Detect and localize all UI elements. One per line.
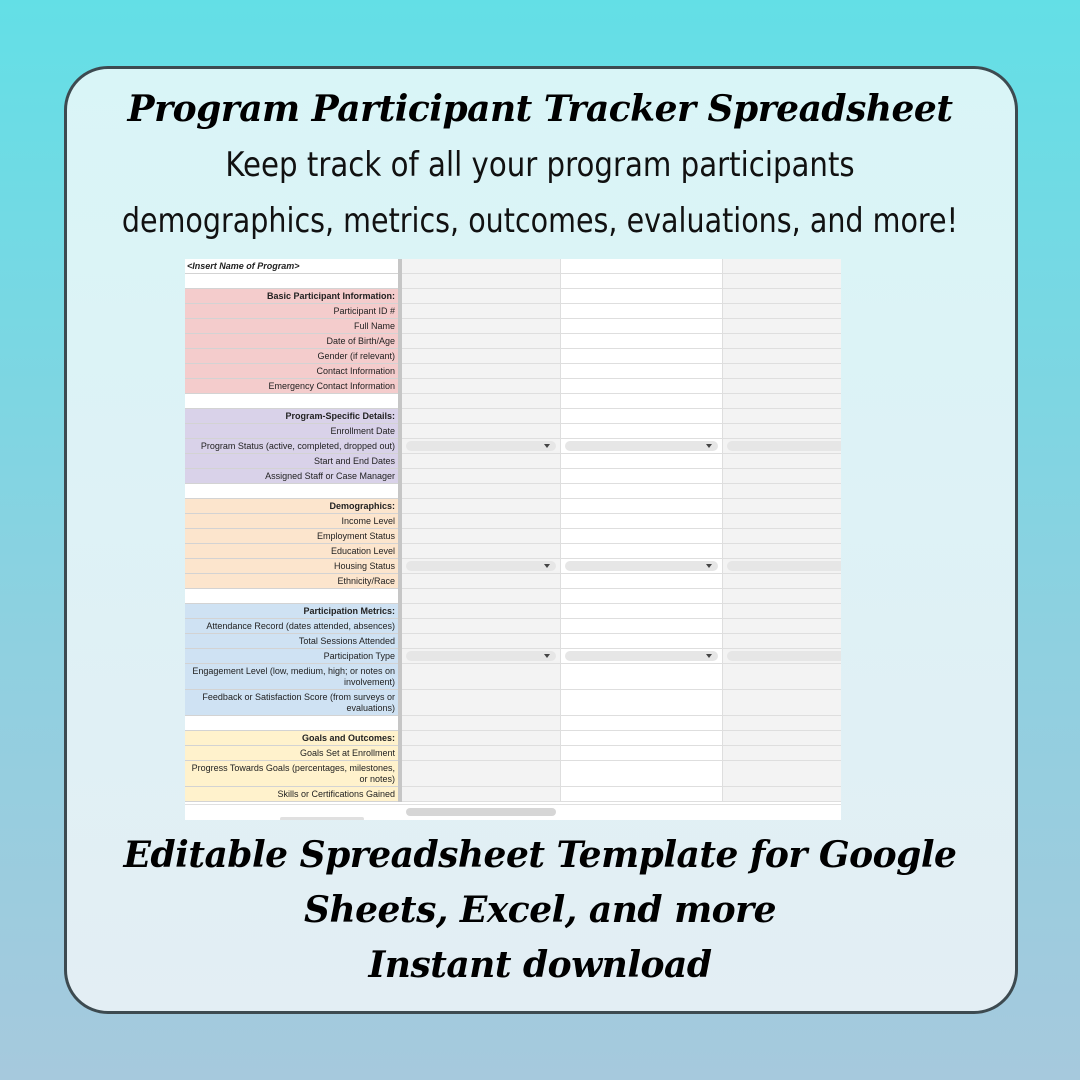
row-label-cell[interactable]: Housing Status — [185, 559, 398, 574]
data-cell[interactable] — [723, 484, 841, 499]
data-cell[interactable] — [402, 394, 561, 409]
data-cell[interactable] — [723, 529, 841, 544]
table-row — [185, 304, 841, 319]
table-row — [185, 664, 841, 690]
data-cell[interactable] — [402, 649, 561, 664]
row-label-cell[interactable]: Goals Set at Enrollment — [185, 746, 398, 761]
data-cell[interactable] — [402, 319, 561, 334]
data-cell[interactable] — [723, 787, 841, 802]
row-label-cell[interactable]: Enrollment Date — [185, 424, 398, 439]
data-cell[interactable] — [561, 274, 723, 289]
dropdown-chip[interactable] — [727, 561, 841, 571]
table-row — [185, 334, 841, 349]
data-cell[interactable] — [723, 409, 841, 424]
data-cell[interactable] — [402, 731, 561, 746]
data-cell[interactable] — [561, 664, 723, 690]
subtitle-line-1: Keep track of all your program participants — [225, 145, 855, 185]
footer-line-1: Editable Spreadsheet Template for Google — [123, 834, 957, 876]
data-cell[interactable] — [723, 259, 841, 274]
table-row — [185, 319, 841, 334]
data-cell[interactable] — [561, 319, 723, 334]
data-cell[interactable] — [402, 289, 561, 304]
dropdown-arrow-icon[interactable] — [544, 654, 550, 658]
row-label-cell[interactable]: Program Status (active, completed, dropped out) — [185, 439, 398, 454]
data-cell[interactable] — [402, 787, 561, 802]
data-cell[interactable] — [723, 379, 841, 394]
data-cell[interactable] — [723, 349, 841, 364]
data-cell[interactable] — [723, 499, 841, 514]
data-cell[interactable] — [561, 634, 723, 649]
data-cell[interactable] — [402, 409, 561, 424]
data-cell[interactable] — [561, 731, 723, 746]
data-cell[interactable] — [561, 499, 723, 514]
table-row — [185, 379, 841, 394]
data-cell[interactable] — [561, 304, 723, 319]
subtitle-line-2: demographics, metrics, outcomes, evaluations, and more! — [121, 201, 959, 241]
data-cell[interactable] — [402, 499, 561, 514]
data-cell[interactable] — [723, 289, 841, 304]
data-cell[interactable] — [402, 439, 561, 454]
data-cell[interactable] — [561, 439, 723, 454]
data-cell[interactable] — [561, 574, 723, 589]
spreadsheet-preview — [185, 259, 841, 820]
data-cell[interactable] — [561, 544, 723, 559]
dropdown-chip[interactable] — [727, 441, 841, 451]
row-label-cell[interactable]: Participant ID # — [185, 304, 398, 319]
data-cell[interactable] — [723, 304, 841, 319]
section-header-cell[interactable]: Demographics: — [185, 499, 398, 514]
data-cell[interactable] — [561, 289, 723, 304]
table-row — [185, 529, 841, 544]
table-row — [185, 574, 841, 589]
section-header-cell[interactable]: Participation Metrics: — [185, 604, 398, 619]
row-label-cell[interactable]: Employment Status — [185, 529, 398, 544]
row-label-cell[interactable] — [185, 589, 398, 604]
page-title: Program Participant Tracker Spreadsheet — [127, 88, 953, 130]
data-cell[interactable] — [561, 746, 723, 761]
section-header-cell[interactable]: Goals and Outcomes: — [185, 731, 398, 746]
data-cell[interactable] — [723, 544, 841, 559]
row-label-cell[interactable]: Full Name — [185, 319, 398, 334]
dropdown-arrow-icon[interactable] — [544, 564, 550, 568]
data-cell[interactable] — [402, 634, 561, 649]
data-cell[interactable] — [561, 334, 723, 349]
row-label-cell[interactable]: Feedback or Satisfaction Score (from surveys or evaluations) — [185, 690, 398, 716]
table-row — [185, 454, 841, 469]
data-cell[interactable] — [402, 349, 561, 364]
table-row — [185, 716, 841, 731]
data-cell[interactable] — [402, 484, 561, 499]
data-cell[interactable] — [402, 259, 561, 274]
row-label-cell[interactable]: Assigned Staff or Case Manager — [185, 469, 398, 484]
row-label-cell[interactable]: Gender (if relevant) — [185, 349, 398, 364]
row-label-cell[interactable]: Total Sessions Attended — [185, 634, 398, 649]
data-cell[interactable] — [402, 716, 561, 731]
data-cell[interactable] — [402, 690, 561, 716]
data-cell[interactable] — [561, 690, 723, 716]
data-cell[interactable] — [723, 746, 841, 761]
data-cell[interactable] — [561, 761, 723, 787]
sheet-tab-scroll[interactable] — [280, 817, 364, 820]
data-cell[interactable] — [723, 589, 841, 604]
footer-line-2: Sheets, Excel, and more — [303, 889, 777, 931]
table-row — [185, 259, 841, 274]
row-label-cell[interactable] — [185, 484, 398, 499]
table-row — [185, 514, 841, 529]
data-cell[interactable] — [402, 514, 561, 529]
dropdown-arrow-icon[interactable] — [706, 564, 712, 568]
data-cell[interactable] — [723, 619, 841, 634]
data-cell[interactable] — [561, 619, 723, 634]
table-row — [185, 484, 841, 499]
table-row — [185, 761, 841, 787]
dropdown-chip[interactable] — [727, 651, 841, 661]
row-label-cell[interactable]: Participation Type — [185, 649, 398, 664]
dropdown-chip[interactable] — [406, 441, 556, 451]
data-cell[interactable] — [723, 364, 841, 379]
table-row — [185, 589, 841, 604]
row-label-cell[interactable] — [185, 274, 398, 289]
data-cell[interactable] — [561, 514, 723, 529]
table-row — [185, 274, 841, 289]
table-row — [185, 544, 841, 559]
row-label-cell[interactable]: Start and End Dates — [185, 454, 398, 469]
row-label-cell[interactable]: Ethnicity/Race — [185, 574, 398, 589]
scrollbar-thumb[interactable] — [406, 808, 556, 816]
horizontal-scrollbar[interactable] — [185, 804, 841, 820]
data-cell[interactable] — [723, 334, 841, 349]
section-header-row — [185, 731, 841, 746]
data-cell[interactable] — [561, 589, 723, 604]
section-header-cell[interactable]: Program-Specific Details: — [185, 409, 398, 424]
data-cell[interactable] — [723, 439, 841, 454]
data-cell[interactable] — [723, 664, 841, 690]
table-row — [185, 787, 841, 802]
data-cell[interactable] — [723, 319, 841, 334]
dropdown-chip[interactable] — [565, 561, 718, 571]
data-cell[interactable] — [723, 514, 841, 529]
data-cell[interactable] — [402, 574, 561, 589]
data-cell[interactable] — [723, 274, 841, 289]
data-cell[interactable] — [723, 604, 841, 619]
data-cell[interactable] — [402, 454, 561, 469]
data-cell[interactable] — [723, 559, 841, 574]
data-cell[interactable] — [723, 761, 841, 787]
table-row — [185, 349, 841, 364]
data-cell[interactable] — [402, 664, 561, 690]
dropdown-chip[interactable] — [565, 441, 718, 451]
data-cell[interactable] — [561, 716, 723, 731]
data-cell[interactable] — [723, 394, 841, 409]
data-cell[interactable] — [402, 424, 561, 439]
data-cell[interactable] — [561, 379, 723, 394]
table-row — [185, 394, 841, 409]
data-cell[interactable] — [723, 454, 841, 469]
table-row — [185, 424, 841, 439]
row-label-cell[interactable]: Skills or Certifications Gained — [185, 787, 398, 802]
section-header-row — [185, 289, 841, 304]
data-cell[interactable] — [402, 604, 561, 619]
section-header-row — [185, 604, 841, 619]
table-row — [185, 634, 841, 649]
data-cell[interactable] — [561, 604, 723, 619]
data-cell[interactable] — [561, 649, 723, 664]
data-cell[interactable] — [723, 649, 841, 664]
row-label-cell[interactable]: Contact Information — [185, 364, 398, 379]
data-cell[interactable] — [402, 619, 561, 634]
data-cell[interactable] — [402, 364, 561, 379]
data-cell[interactable] — [723, 716, 841, 731]
data-cell[interactable] — [402, 761, 561, 787]
data-cell[interactable] — [402, 559, 561, 574]
row-label-cell[interactable]: Education Level — [185, 544, 398, 559]
section-header-row — [185, 409, 841, 424]
data-cell[interactable] — [402, 544, 561, 559]
data-cell[interactable] — [402, 589, 561, 604]
table-row — [185, 439, 841, 454]
data-cell[interactable] — [402, 746, 561, 761]
program-name-cell[interactable]: <Insert Name of Program> — [185, 259, 398, 274]
data-cell[interactable] — [561, 394, 723, 409]
data-cell[interactable] — [561, 484, 723, 499]
data-cell[interactable] — [402, 274, 561, 289]
table-row — [185, 559, 841, 574]
data-cell[interactable] — [723, 424, 841, 439]
section-header-cell[interactable]: Basic Participant Information: — [185, 289, 398, 304]
dropdown-chip[interactable] — [406, 561, 556, 571]
data-cell[interactable] — [561, 469, 723, 484]
table-row — [185, 649, 841, 664]
data-cell[interactable] — [561, 409, 723, 424]
table-row — [185, 746, 841, 761]
table-row — [185, 364, 841, 379]
data-cell[interactable] — [402, 529, 561, 544]
data-cell[interactable] — [723, 690, 841, 716]
data-cell[interactable] — [561, 364, 723, 379]
data-cell[interactable] — [402, 379, 561, 394]
data-cell[interactable] — [561, 259, 723, 274]
data-cell[interactable] — [561, 559, 723, 574]
row-label-cell[interactable]: Engagement Level (low, medium, high; or notes on involvement) — [185, 664, 398, 690]
row-label-cell[interactable]: Income Level — [185, 514, 398, 529]
dropdown-arrow-icon[interactable] — [706, 654, 712, 658]
section-header-row — [185, 499, 841, 514]
data-cell[interactable] — [723, 731, 841, 746]
row-label-cell[interactable]: Attendance Record (dates attended, absences) — [185, 619, 398, 634]
data-cell[interactable] — [723, 574, 841, 589]
dropdown-arrow-icon[interactable] — [706, 444, 712, 448]
row-label-cell[interactable]: Progress Towards Goals (percentages, milestones, or notes) — [185, 761, 398, 787]
dropdown-arrow-icon[interactable] — [544, 444, 550, 448]
data-cell[interactable] — [561, 529, 723, 544]
table-row — [185, 690, 841, 716]
data-cell[interactable] — [561, 424, 723, 439]
table-row — [185, 619, 841, 634]
data-cell[interactable] — [402, 304, 561, 319]
row-label-cell[interactable]: Date of Birth/Age — [185, 334, 398, 349]
data-cell[interactable] — [561, 787, 723, 802]
dropdown-chip[interactable] — [565, 651, 718, 661]
footer-line-3: Instant download — [368, 944, 712, 986]
row-label-cell[interactable] — [185, 394, 398, 409]
data-cell[interactable] — [723, 469, 841, 484]
data-cell[interactable] — [402, 334, 561, 349]
row-label-cell[interactable] — [185, 716, 398, 731]
data-cell[interactable] — [561, 349, 723, 364]
data-cell[interactable] — [561, 454, 723, 469]
dropdown-chip[interactable] — [406, 651, 556, 661]
row-label-cell[interactable]: Emergency Contact Information — [185, 379, 398, 394]
table-row — [185, 469, 841, 484]
data-cell[interactable] — [723, 634, 841, 649]
data-cell[interactable] — [402, 469, 561, 484]
